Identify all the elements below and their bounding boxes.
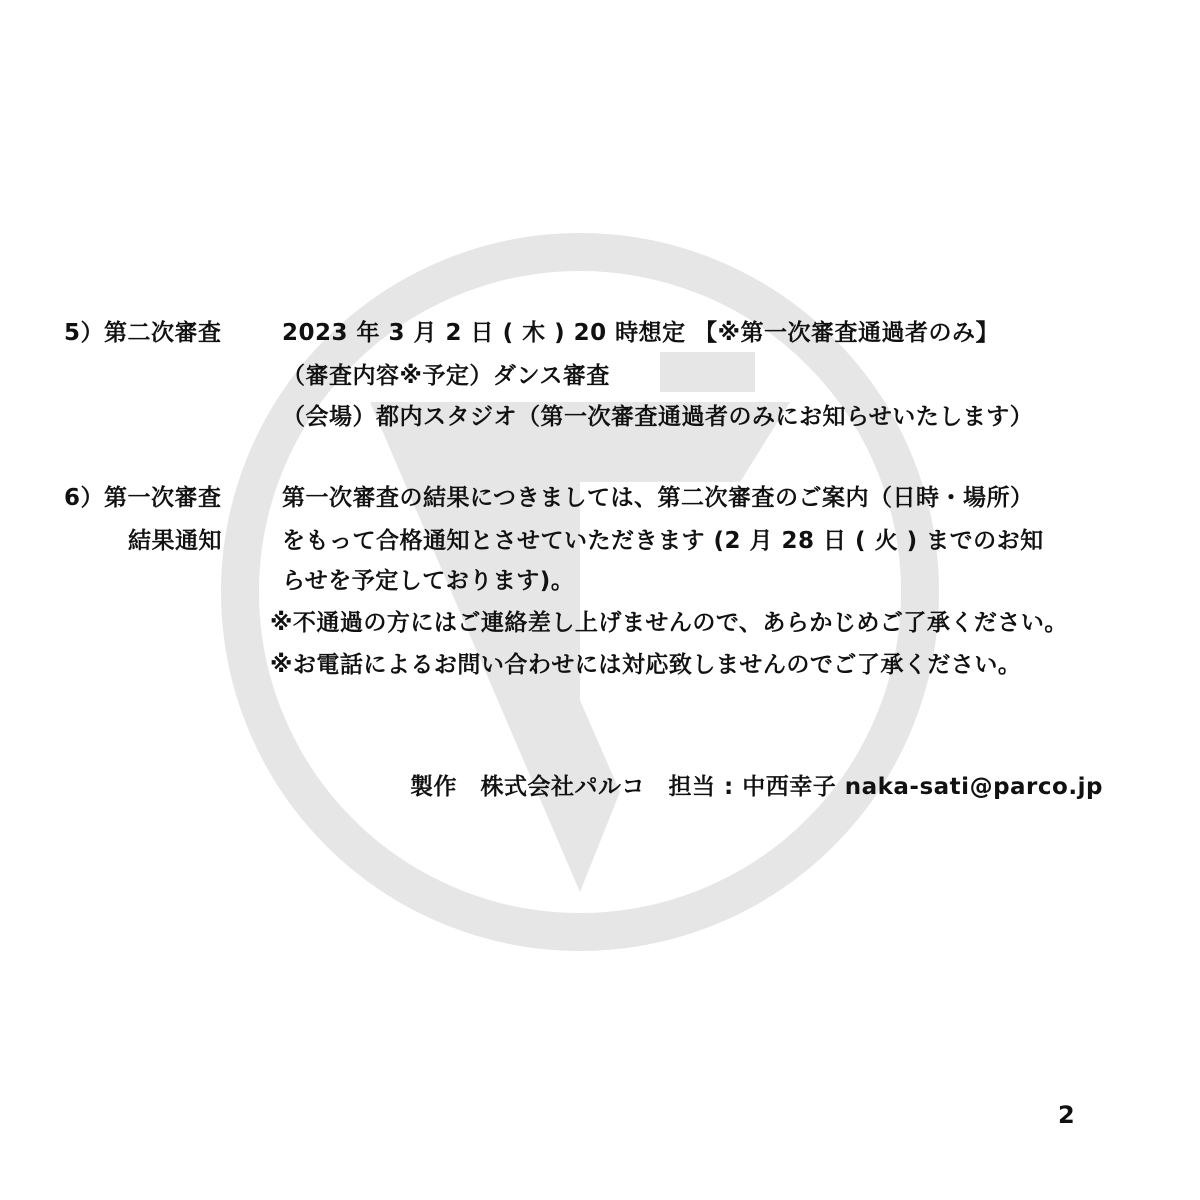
section-5-line-date: 2023 年 3 月 2 日 ( 木 ) 20 時想定 【※第一次審査通過者のみ】 [282,320,999,346]
section-6-line-1: 第一次審査の結果につきましては、第二次審査のご案内（日時・場所） [282,485,1034,511]
section-6-label-sub: 結果通知 [128,528,222,554]
section-5-line-venue: （会場）都内スタジオ（第一次審査通過者のみにお知らせいたします） [282,404,1034,430]
section-6-note-2: ※お電話によるお問い合わせには対応致しませんのでご了承ください。 [270,652,1022,678]
section-6-note-1: ※不通過の方にはご連絡差し上げませんので、あらかじめご了承ください。 [270,610,1068,636]
section-5-line-content: （審査内容※予定）ダンス審査 [282,363,610,389]
section-5-label: 5）第二次審査 [64,320,222,346]
section-6-line-3: らせを予定しております)。 [282,568,575,594]
section-6-line-2: をもって合格通知とさせていただきます (2 月 28 日 ( 火 ) までのお知 [282,528,1044,554]
page-number: 2 [1058,1101,1075,1129]
footer-credit: 製作 株式会社パルコ 担当 : 中西幸子 naka-sati@parco.jp [410,774,1103,800]
section-6-label: 6）第一次審査 [64,485,222,511]
